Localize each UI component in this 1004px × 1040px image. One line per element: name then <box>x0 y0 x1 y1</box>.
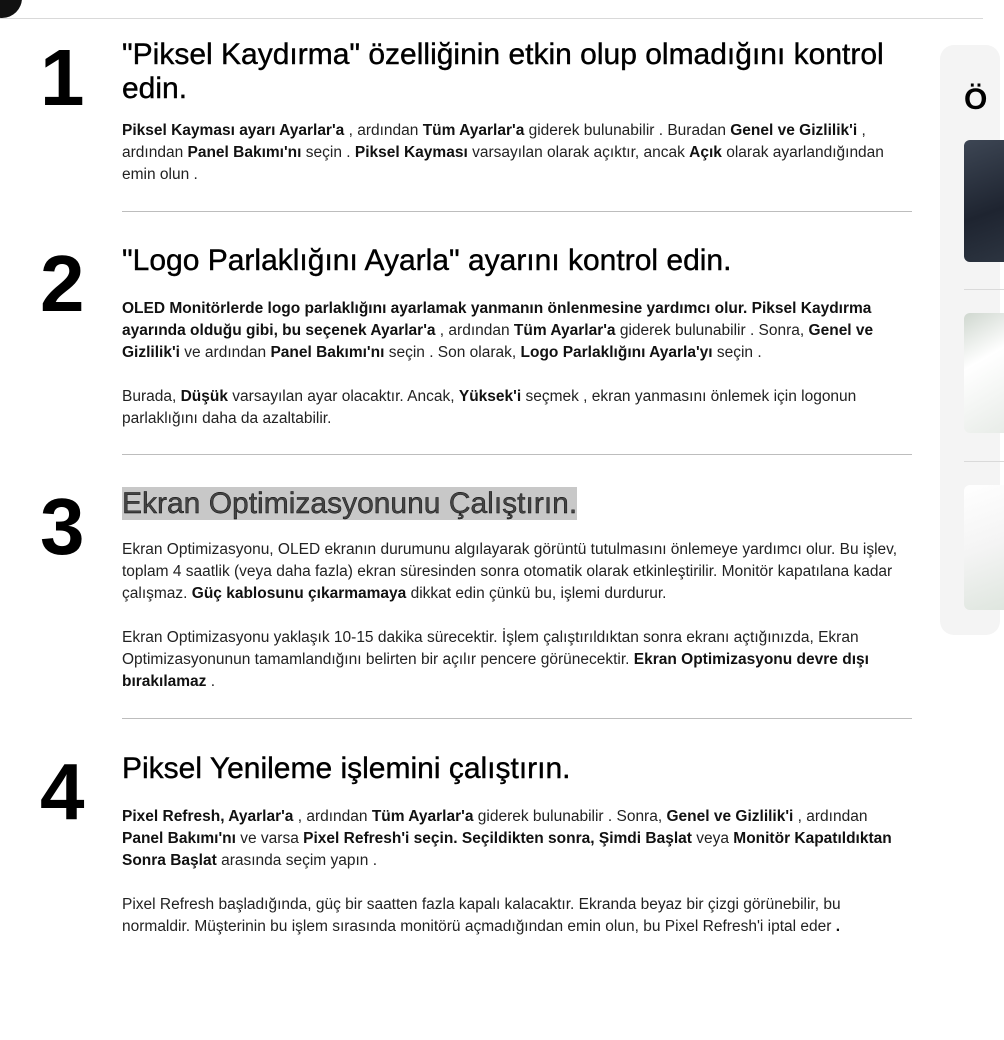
step-2 <box>0 239 912 430</box>
bold-text-run: OLED Monitörlerde logo parlaklığını ayarlamak yanmanın önlenmesine yardımcı olur. Piksel Kaydırma ayarında olduğu gibi, bu seçenek Ayarlar'a <box>122 300 872 339</box>
text-run: , ardından <box>793 808 868 825</box>
text-run: giderek bulunabilir . Sonra, <box>473 808 667 825</box>
text-run: dikkat edin çünkü bu, işlemi durdurur. <box>406 585 667 602</box>
panel-divider <box>964 461 1004 462</box>
bold-text-run: Panel Bakımı'nı <box>122 830 236 847</box>
bold-text-run: Piksel Kayması <box>354 144 468 161</box>
bold-text-run: Genel ve Gizlilik'i <box>730 122 858 139</box>
brand-logo-icon[interactable] <box>0 0 22 18</box>
step-divider <box>122 454 912 455</box>
step-4 <box>0 747 912 938</box>
step-paragraph <box>122 298 912 364</box>
text-run: veya <box>691 830 734 847</box>
bold-text-run: Panel Bakımı'nı <box>187 144 302 161</box>
bold-text-run: Pixel Refresh, Ayarlar'a <box>122 808 294 825</box>
bold-text-run: Monitör Kapatıldıktan Sonra Başlat <box>122 830 892 869</box>
text-run: ve varsa <box>235 830 304 847</box>
step-number: 2 <box>40 239 85 328</box>
text-run: seçin . <box>301 144 355 161</box>
bold-text-run: Tüm Ayarlar'a <box>371 808 474 825</box>
step-number: 4 <box>40 747 85 836</box>
step-title: "Logo Parlaklığını Ayarla" ayarını kontrol edin. <box>122 244 732 277</box>
bold-text-run: Ekran Optimizasyonu devre dışı bırakılamaz <box>122 651 869 690</box>
text-run: varsayılan ayar olacaktır. Ancak, <box>227 388 459 405</box>
step-paragraph <box>122 627 912 693</box>
text-run: seçin . <box>712 344 762 361</box>
bold-text-run: . <box>835 918 841 935</box>
step-title <box>122 487 912 521</box>
bold-text-run: Güç kablosunu çıkarmamaya <box>191 585 407 602</box>
bold-text-run: Piksel Kayması ayarı Ayarlar'a <box>122 122 345 139</box>
bold-text-run: Yüksek'i <box>458 388 522 405</box>
step-title: "Piksel Kaydırma" özelliğinin etkin olup olmadığını kontrol edin. <box>122 38 884 105</box>
steps-content <box>0 20 930 938</box>
bold-text-run: Tüm Ayarlar'a <box>422 122 525 139</box>
step-number: 3 <box>40 482 85 571</box>
step-paragraph <box>122 539 912 605</box>
text-run: Ekran Optimizasyonu, OLED ekranın durumunu algılayarak görüntü tutulmasını önlemeye yardımcı olur. Bu işlev, toplam 4 saatlik (veya daha fazla) ekran süresinden sonra otomatik olarak etkinleştirilir. Monitör kapatılana kadar çalışmaz. <box>122 541 898 602</box>
text-run: arasında seçim yapın . <box>216 852 378 869</box>
text-run: giderek bulunabilir . Buradan <box>524 122 731 139</box>
text-run: ve ardından <box>179 344 271 361</box>
text-run: , ardından <box>293 808 372 825</box>
related-article-thumbnail[interactable] <box>964 313 1004 433</box>
text-run: Pixel Refresh başladığında, güç bir saatten fazla kapalı kalacaktır. Ekranda beyaz bir çizgi görünebilir, bu normaldir. Müşterinin bu işlem sırasında monitörü açmadığından emin olun, bu Pixel Refresh'i iptal eder <box>122 896 841 935</box>
related-article-thumbnail[interactable] <box>964 140 1004 262</box>
text-run: Burada, <box>122 388 181 405</box>
bold-text-run: Açık <box>689 144 722 161</box>
text-run: seçmek , ekran yanmasını önlemek için logonun parlaklığını daha da azaltabilir. <box>122 388 857 427</box>
bold-text-run: Düşük <box>180 388 228 405</box>
step-paragraph <box>122 120 912 186</box>
bold-text-run: Genel ve Gizlilik'i <box>122 322 874 361</box>
bold-text-run: Tüm Ayarlar'a <box>513 322 616 339</box>
text-run: . <box>206 673 216 690</box>
step-paragraph <box>122 806 912 872</box>
step-paragraph <box>122 386 912 430</box>
step-number: 1 <box>40 33 85 122</box>
text-run: Ekran Optimizasyonu yaklaşık 10-15 dakika sürecektir. İşlem çalıştırıldıktan sonra ekranı açtığınızda, Ekran Optimizasyonunun tamamlandığını belirten bir açılır pencere görünecektir. <box>122 629 859 668</box>
step-divider <box>122 718 912 719</box>
top-header-bar <box>0 0 983 19</box>
related-article-thumbnail[interactable] <box>964 485 1004 610</box>
text-run: seçin . Son olarak, <box>384 344 521 361</box>
step-1 <box>0 33 912 186</box>
bold-text-run: Logo Parlaklığını Ayarla'yı <box>520 344 713 361</box>
bold-text-run: Panel Bakımı'nı <box>270 344 385 361</box>
text-run: , ardından <box>122 122 866 161</box>
text-run: , ardından <box>344 122 423 139</box>
text-run: , ardından <box>435 322 514 339</box>
text-run: varsayılan olarak açıktır, ancak <box>467 144 690 161</box>
related-articles-panel <box>940 45 1000 635</box>
text-run: giderek bulunabilir . Sonra, <box>615 322 809 339</box>
step-3 <box>0 482 912 693</box>
text-run: olarak ayarlandığından emin olun . <box>122 144 884 183</box>
related-articles-heading: Ö <box>964 83 988 116</box>
step-divider <box>122 211 912 212</box>
panel-divider <box>964 289 1004 290</box>
bold-text-run: Pixel Refresh'i seçin. Seçildikten sonra, Şimdi Başlat <box>303 830 692 847</box>
bold-text-run: Genel ve Gizlilik'i <box>666 808 794 825</box>
highlighted-title-text: Ekran Optimizasyonunu Çalıştırın. <box>122 487 578 520</box>
step-title: Piksel Yenileme işlemini çalıştırın. <box>122 752 571 785</box>
step-paragraph <box>122 894 912 938</box>
